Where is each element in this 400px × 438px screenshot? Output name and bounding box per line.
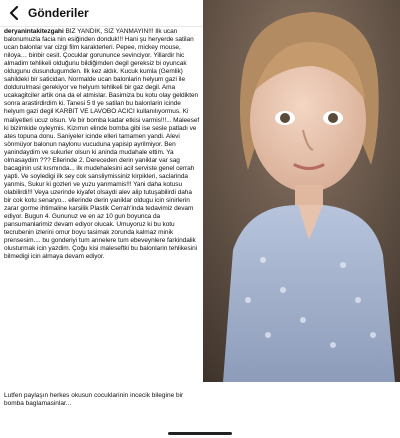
page-title: Gönderiler bbox=[28, 6, 89, 20]
post-caption bbox=[4, 28, 200, 390]
post-footer-text: Lutfen paylaşın herkes okusun cocuklarinin incecik bilegine bir bomba baglamasinlar... bbox=[4, 392, 184, 407]
post-photo bbox=[203, 0, 400, 382]
home-indicator bbox=[168, 432, 232, 435]
photo-of-child bbox=[203, 0, 400, 382]
caption-text: BİZ YANDIK, SİZ YANMAYIN!!! Ilk ucan balonumuzla facia nin esiğinden donduk!!! Hani şu heryerde satilan ucan balonlar var cizgi film karakterleri. Pepee, mickey mouse, niloya… binbir cesit. Çocuklar gorununce sevinciyor. Yillardir hic almadim tehlikeli olduğunu bildiğimden degil gereksiz bi oyuncak oldugunu dusundugumden. Ilk kez aldık. Kucuk kumla (Gemlik) sahildeki bir saticidan. Normalde ucan balonlarin helyum gazi ile dolduruImasi gerekiyor ve helyum tehlikeli bir gaz degil. Ama ucakagitciler artik ona da el atmislar. Basimiza bu kotu olay geldikten sonra arastirdirdim ki. Tanesi 5 tl ye satilan bu balonlarin icinde helyum gazi degil KARBIT VE LAVOBO ACICI kullanılıyormus. Ki maliyetleri ucuz olsun. Ve bir bomba kadar etkisi varmis!!!... Maleesef ki bizimkide oyleymis. Kizımın elinde bomba gibi ise sesle patladı ve ates topuna donu. Saniyeler icinde elleri tamamen yandi. Alevi sönmüyor balonun naylonu vucuduna yapisip ayrilmiyor. Ben yanindaydim ve sukurler olsun ki aninda mudahale ettim. Ya olmasaydim ??? Ellerinde 2. Dereceden derin yaniklar var sag bacaginin ust kısmında... ilk mudehalesini acil serviste genel cerrah yapti. Ve soyledigi ilk sey cok sansliymissiniz kirpikleri, saclarinda yanmis, Sukur ki gozleri ve yuzu yanmamis!!! Yani daha kotusu olabilirdi!!! Veya uzerinde kiyafet olsaydi alev alip tutuşabilirdi daha bir cok kotu senaryo... ellerinde derin yaniklar oldugu icin sinirlerin zarar gorme ihtimaline karsilik Plastik Cerrah'inda tedavimiz devam ediyor. Bugun 4. Gununuz ve en az 10 gun boyunca da pansumanlarimiz devam ediyor olucak. Umuyoruz ki bu kotu tecrubenin izlerini omur boyu tasimak zorunda kalmaz minik prensesim.... bu gonderiyi tum annelere tum ebeveynlere farkindalik olusturmak icin yazdim. Çoğu kisi maleseftki bu balonlarin tehlikesini bilmedigi icin almaya devam ediyor. bbox=[4, 28, 200, 261]
chevron-left-icon[interactable] bbox=[6, 5, 22, 21]
username[interactable]: deryanintakitezgahi bbox=[4, 28, 64, 35]
